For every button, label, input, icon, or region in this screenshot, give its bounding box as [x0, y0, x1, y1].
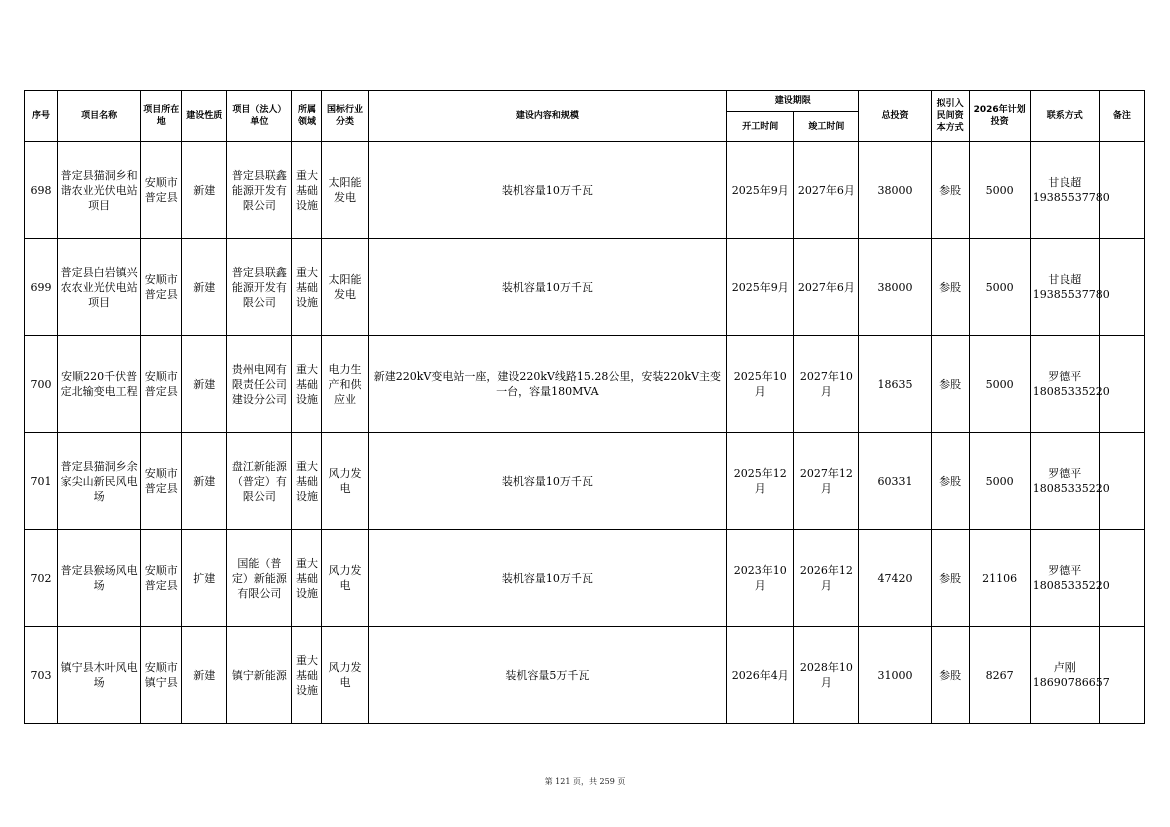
unit-cell: 普定县联鑫能源开发有限公司 — [227, 239, 292, 336]
remark-cell — [1099, 142, 1144, 239]
industry-cell: 风力发电 — [322, 530, 368, 627]
header-plan2026: 2026年计划投资 — [969, 91, 1030, 142]
plan2026-cell: 5000 — [969, 239, 1030, 336]
contact-cell — [1030, 142, 1110, 239]
name-cell: 安顺220千伏普定北输变电工程 — [58, 336, 141, 433]
nature-cell: 新建 — [182, 239, 227, 336]
header-unit: 项目（法人）单位 — [227, 91, 292, 142]
name-cell: 普定县猴场风电场 — [58, 530, 141, 627]
seq-cell: 703 — [25, 627, 58, 724]
mode-cell: 参股 — [931, 239, 969, 336]
table-row — [25, 336, 1145, 433]
contact-phone: 18085335220 — [1032, 482, 1110, 495]
header-mode: 拟引入民间资本方式 — [931, 91, 969, 142]
start-cell: 2025年9月 — [727, 142, 794, 239]
content-cell: 装机容量10万千瓦 — [368, 433, 727, 530]
field-cell: 重大基础设施 — [292, 239, 322, 336]
unit-cell: 盘江新能源（普定）有限公司 — [227, 433, 292, 530]
nature-cell: 新建 — [182, 142, 227, 239]
contact-name: 甘良超 — [1048, 176, 1082, 189]
header-location: 项目所在地 — [141, 91, 182, 142]
nature-cell: 扩建 — [182, 530, 227, 627]
contact-name: 罗德平 — [1048, 564, 1082, 577]
contact-phone: 18690786657 — [1032, 676, 1110, 689]
investment-cell: 47420 — [859, 530, 931, 627]
unit-cell: 普定县联鑫能源开发有限公司 — [227, 142, 292, 239]
end-cell: 2027年10月 — [794, 336, 859, 433]
table-row — [25, 239, 1145, 336]
table-row — [25, 433, 1145, 530]
start-cell: 2025年9月 — [727, 239, 794, 336]
remark-cell — [1099, 433, 1144, 530]
start-cell: 2026年4月 — [727, 627, 794, 724]
table-row — [25, 142, 1145, 239]
location-cell: 安顺市普定县 — [141, 239, 182, 336]
end-cell: 2027年6月 — [794, 142, 859, 239]
header-end: 竣工时间 — [794, 112, 859, 142]
remark-cell — [1099, 530, 1144, 627]
seq-cell: 701 — [25, 433, 58, 530]
investment-cell: 31000 — [859, 627, 931, 724]
start-cell: 2023年10月 — [727, 530, 794, 627]
header-field: 所属领域 — [292, 91, 322, 142]
investment-cell: 60331 — [859, 433, 931, 530]
header-nature: 建设性质 — [182, 91, 227, 142]
mode-cell: 参股 — [931, 627, 969, 724]
contact-name: 罗德平 — [1048, 370, 1082, 383]
header-contact: 联系方式 — [1030, 91, 1099, 142]
seq-cell: 702 — [25, 530, 58, 627]
location-cell: 安顺市普定县 — [141, 142, 182, 239]
seq-cell: 700 — [25, 336, 58, 433]
seq-cell: 699 — [25, 239, 58, 336]
industry-cell: 电力生产和供应业 — [322, 336, 368, 433]
header-remark: 备注 — [1099, 91, 1144, 142]
mode-cell: 参股 — [931, 142, 969, 239]
header-seq: 序号 — [25, 91, 58, 142]
contact-cell — [1030, 336, 1110, 433]
field-cell: 重大基础设施 — [292, 142, 322, 239]
contact-cell — [1030, 433, 1110, 530]
page-footer: 第 121 页，共 259 页 — [544, 777, 626, 786]
content-cell: 装机容量10万千瓦 — [368, 142, 727, 239]
mode-cell: 参股 — [931, 433, 969, 530]
contact-phone: 18085335220 — [1032, 579, 1110, 592]
mode-cell: 参股 — [931, 336, 969, 433]
start-cell: 2025年10月 — [727, 336, 794, 433]
name-cell: 普定县猫洞乡和谐农业光伏电站项目 — [58, 142, 141, 239]
seq-cell: 698 — [25, 142, 58, 239]
name-cell: 普定县猫洞乡余家尖山新民风电场 — [58, 433, 141, 530]
industry-cell: 风力发电 — [322, 433, 368, 530]
field-cell: 重大基础设施 — [292, 530, 322, 627]
industry-cell: 太阳能发电 — [322, 239, 368, 336]
header-industry: 国标行业分类 — [322, 91, 368, 142]
header-period: 建设期限 — [727, 91, 859, 112]
table-row — [25, 530, 1145, 627]
content-cell: 装机容量10万千瓦 — [368, 239, 727, 336]
nature-cell: 新建 — [182, 627, 227, 724]
unit-cell: 镇宁新能源 — [227, 627, 292, 724]
remark-cell — [1099, 239, 1144, 336]
header-name: 项目名称 — [58, 91, 141, 142]
plan2026-cell: 21106 — [969, 530, 1030, 627]
nature-cell: 新建 — [182, 433, 227, 530]
content-cell: 装机容量10万千瓦 — [368, 530, 727, 627]
name-cell: 普定县白岩镇兴农农业光伏电站项目 — [58, 239, 141, 336]
field-cell: 重大基础设施 — [292, 336, 322, 433]
plan2026-cell: 5000 — [969, 336, 1030, 433]
industry-cell: 风力发电 — [322, 627, 368, 724]
industry-cell: 太阳能发电 — [322, 142, 368, 239]
investment-cell: 38000 — [859, 239, 931, 336]
contact-phone: 18085335220 — [1032, 385, 1110, 398]
end-cell: 2026年12月 — [794, 530, 859, 627]
remark-cell — [1099, 627, 1144, 724]
header-row — [25, 91, 1145, 112]
unit-cell: 贵州电网有限责任公司建设分公司 — [227, 336, 292, 433]
investment-cell: 38000 — [859, 142, 931, 239]
location-cell: 安顺市普定县 — [141, 530, 182, 627]
contact-name: 罗德平 — [1048, 467, 1082, 480]
start-cell: 2025年12月 — [727, 433, 794, 530]
table-row — [25, 627, 1145, 724]
nature-cell: 新建 — [182, 336, 227, 433]
mode-cell: 参股 — [931, 530, 969, 627]
contact-phone: 19385537780 — [1032, 191, 1110, 204]
field-cell: 重大基础设施 — [292, 433, 322, 530]
investment-cell: 18635 — [859, 336, 931, 433]
unit-cell: 国能（普定）新能源有限公司 — [227, 530, 292, 627]
contact-cell — [1030, 627, 1110, 724]
end-cell: 2028年10月 — [794, 627, 859, 724]
table-body — [25, 142, 1145, 724]
header-content: 建设内容和规模 — [368, 91, 727, 142]
location-cell: 安顺市镇宁县 — [141, 627, 182, 724]
contact-cell — [1030, 530, 1110, 627]
location-cell: 安顺市普定县 — [141, 433, 182, 530]
end-cell: 2027年12月 — [794, 433, 859, 530]
project-table — [24, 90, 1145, 724]
plan2026-cell: 8267 — [969, 627, 1030, 724]
plan2026-cell: 5000 — [969, 433, 1030, 530]
location-cell: 安顺市普定县 — [141, 336, 182, 433]
header-start: 开工时间 — [727, 112, 794, 142]
end-cell: 2027年6月 — [794, 239, 859, 336]
name-cell: 镇宁县木叶风电场 — [58, 627, 141, 724]
plan2026-cell: 5000 — [969, 142, 1030, 239]
remark-cell — [1099, 336, 1144, 433]
content-cell: 装机容量5万千瓦 — [368, 627, 727, 724]
contact-phone: 19385537780 — [1032, 288, 1110, 301]
contact-name: 甘良超 — [1048, 273, 1082, 286]
contact-name: 卢刚 — [1053, 661, 1076, 674]
header-investment: 总投资 — [859, 91, 931, 142]
field-cell: 重大基础设施 — [292, 627, 322, 724]
content-cell: 新建220kV变电站一座，建设220kV线路15.28公里，安装220kV主变一台，容量180MVA — [368, 336, 727, 433]
contact-cell — [1030, 239, 1110, 336]
